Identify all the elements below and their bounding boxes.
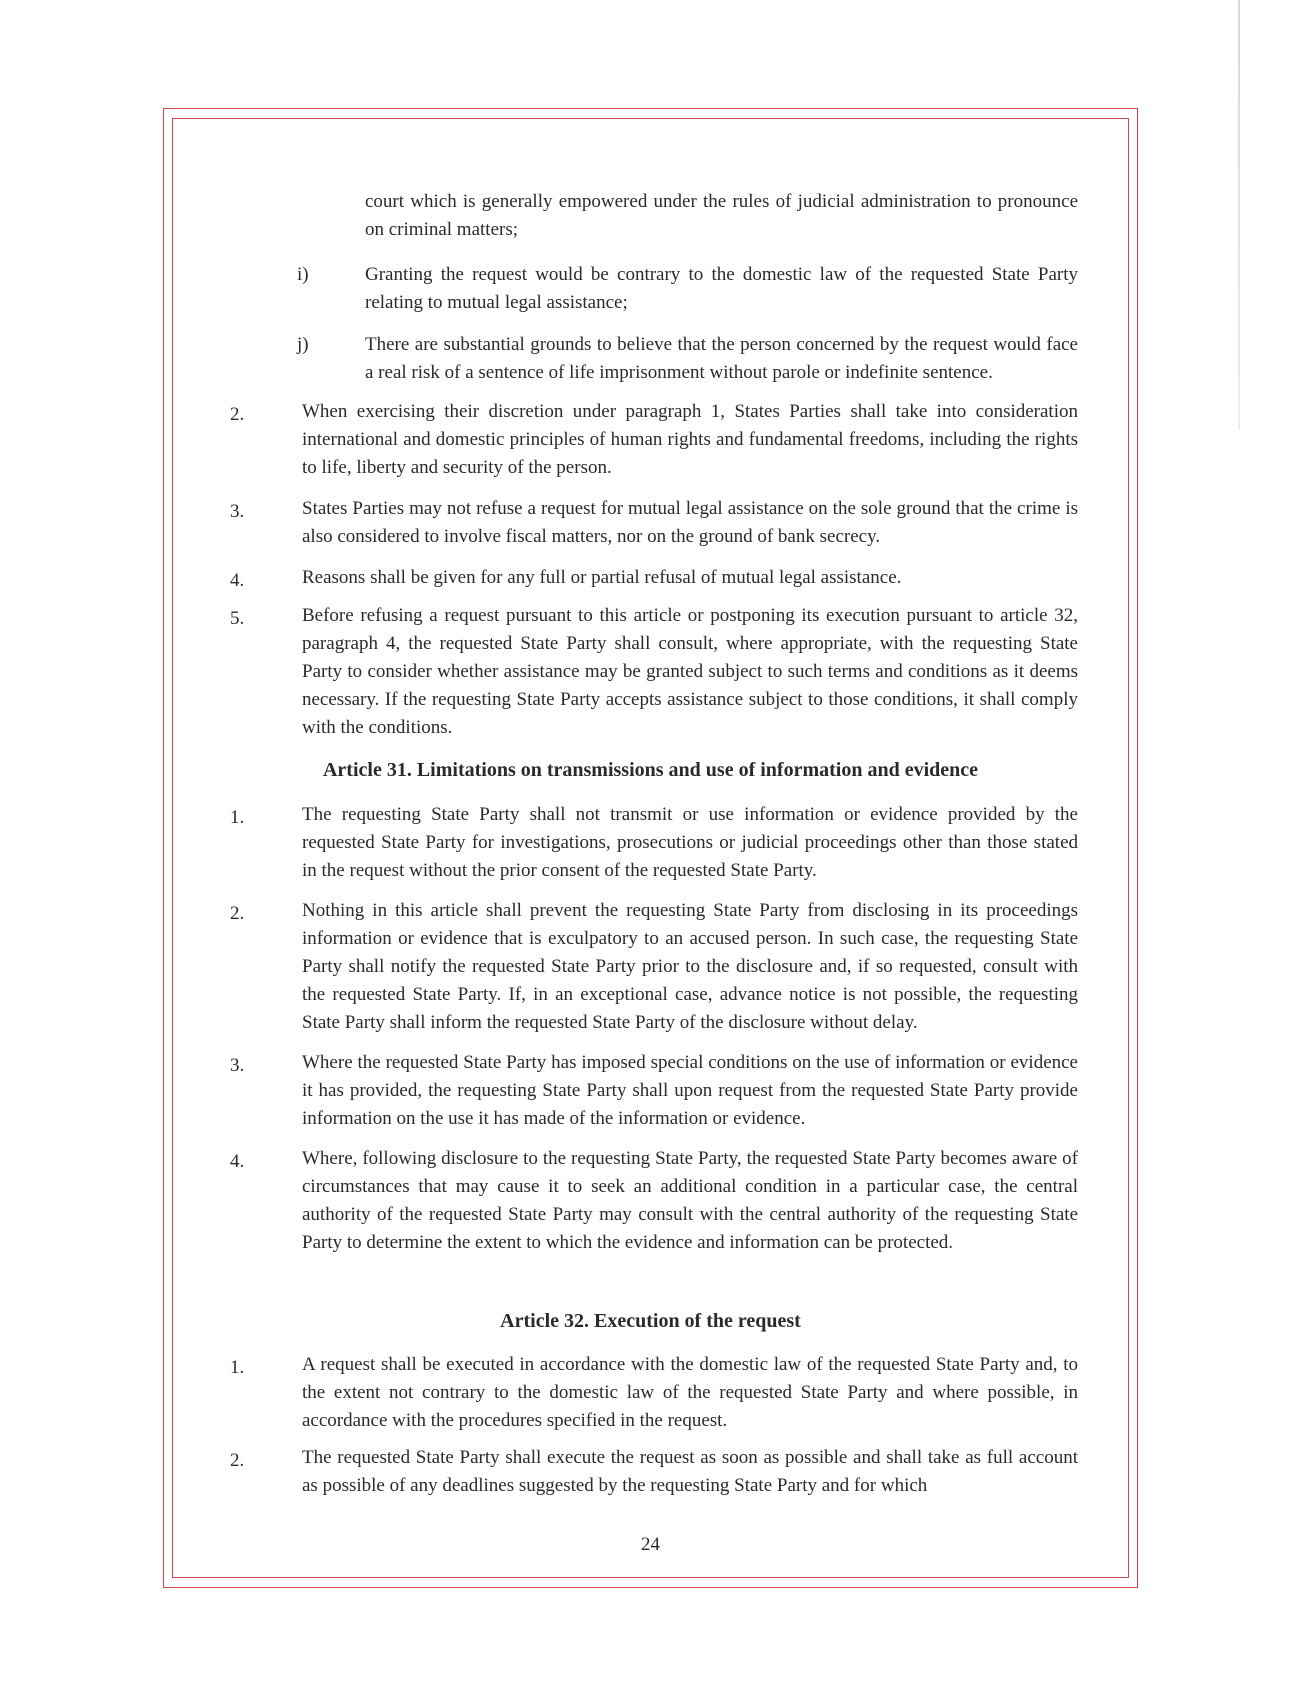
paragraph-number: 1. [230, 807, 245, 828]
subparagraph-label: j) [297, 334, 309, 355]
paragraph-text: A request shall be executed in accordance with the domestic law of the requested State Party and, to the extent not contrary to the domestic law of the requested State Party and where possible, in accordance with the procedures specified in the request. [302, 1354, 1078, 1431]
paragraph-number: 4. [230, 570, 245, 591]
paragraph-number: 1. [230, 1357, 245, 1378]
article-31-paragraph-2 [230, 897, 1078, 1037]
paragraph-text: When exercising their discretion under paragraph 1, States Parties shall take into consideration international and domestic principles of human rights and fundamental freedoms, including the rights to life, liberty and security of the person. [302, 401, 1078, 478]
article-31-heading: Article 31. Limitations on transmissions and use of information and evidence [322, 759, 979, 781]
paragraph-text: Where the requested State Party has imposed special conditions on the use of information or evidence it has provided, the requesting State Party shall upon request from the requested State Party provide information on the use it has made of the information or evidence. [302, 1052, 1078, 1129]
paragraph-number: 2. [230, 903, 245, 924]
article-31-paragraph-1 [230, 801, 1078, 885]
paragraph-number: 5. [230, 608, 245, 629]
paragraph-number: 3. [230, 1055, 245, 1076]
subparagraph-text: There are substantial grounds to believe that the person concerned by the request would face a real risk of a sentence of life imprisonment without parole or indefinite sentence. [365, 334, 1078, 383]
paragraph-text: Before refusing a request pursuant to this article or postponing its execution pursuant to article 32, paragraph 4, the requested State Party shall consult, where appropriate, with the requesting State Party to consider whether assistance may be granted subject to such terms and conditions as it deems necessary. If the requesting State Party accepts assistance subject to those conditions, it shall comply with the conditions. [302, 605, 1078, 738]
paragraph-number: 3. [230, 501, 245, 522]
paragraph-text: The requesting State Party shall not transmit or use information or evidence provided by the requested State Party for investigations, prosecutions or judicial proceedings other than those stated in the request without the prior consent of the requested State Party. [302, 804, 1078, 881]
page-number: 24 [641, 1534, 660, 1555]
article-31-paragraph-4 [230, 1145, 1078, 1257]
paragraph-text: The requested State Party shall execute the request as soon as possible and shall take as full account as possible of any deadlines suggested by the requesting State Party and for which [302, 1447, 1078, 1496]
article-32-heading: Article 32. Execution of the request [500, 1310, 801, 1332]
subparagraph-text: court which is generally empowered under the rules of judicial administration to pronounce on criminal matters; [365, 191, 1078, 240]
paragraph-5 [230, 602, 1078, 742]
subparagraph-j [297, 331, 1078, 387]
paragraph-3 [230, 495, 1078, 551]
paragraph-number: 2. [230, 1450, 245, 1471]
paragraph-text: States Parties may not refuse a request for mutual legal assistance on the sole ground that the crime is also considered to involve fiscal matters, nor on the ground of bank secrecy. [302, 498, 1078, 547]
paragraph-2 [230, 398, 1078, 482]
continued-subparagraph-h [365, 188, 1078, 244]
subparagraph-text: Granting the request would be contrary to the domestic law of the requested State Party relating to mutual legal assistance; [365, 264, 1078, 313]
article-32-paragraph-2 [230, 1444, 1078, 1500]
subparagraph-label: i) [297, 264, 309, 285]
paragraph-4 [230, 564, 1078, 592]
paragraph-text: Where, following disclosure to the requesting State Party, the requested State Party becomes aware of circumstances that may cause it to seek an additional condition in a particular case, the central authority of the requested State Party may consult with the central authority of the requesting State Party to determine the extent to which the evidence and information can be protected. [302, 1148, 1078, 1253]
article-31-paragraph-3 [230, 1049, 1078, 1133]
article-32-paragraph-1 [230, 1351, 1078, 1435]
paragraph-number: 2. [230, 404, 245, 425]
paragraph-text: Nothing in this article shall prevent the requesting State Party from disclosing in its proceedings information or evidence that is exculpatory to an accused person. In such case, the requesting State Party shall notify the requested State Party prior to the disclosure and, if so requested, consult with the requested State Party. If, in an exceptional case, advance notice is not possible, the requesting State Party shall inform the requested State Party of the disclosure without delay. [302, 900, 1078, 1033]
paragraph-number: 4. [230, 1151, 245, 1172]
subparagraph-i [297, 261, 1078, 317]
paragraph-text: Reasons shall be given for any full or partial refusal of mutual legal assistance. [302, 567, 902, 588]
